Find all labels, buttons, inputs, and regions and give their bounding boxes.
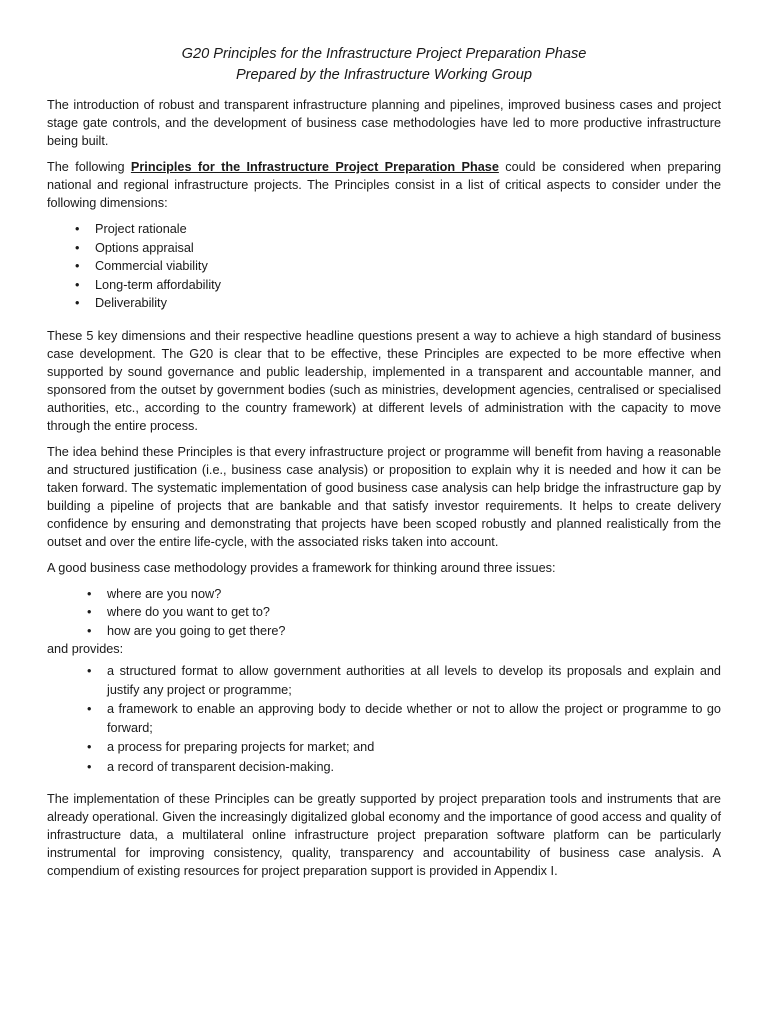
list-item-text: Deliverability bbox=[95, 296, 167, 310]
principles-paragraph bbox=[47, 158, 721, 212]
bullet-icon: • bbox=[87, 664, 92, 678]
list-item-text: Project rationale bbox=[95, 222, 187, 236]
list-item bbox=[87, 585, 721, 604]
provides-list bbox=[87, 662, 721, 776]
list-item bbox=[75, 294, 721, 313]
bullet-icon: • bbox=[75, 240, 80, 255]
list-item bbox=[75, 220, 721, 239]
bullet-icon: • bbox=[87, 623, 92, 638]
list-item-text: a process for preparing projects for market; and bbox=[107, 740, 375, 754]
bullet-icon: • bbox=[87, 605, 92, 619]
and-provides-text: and provides: bbox=[47, 642, 124, 656]
bullet-icon: • bbox=[75, 277, 80, 292]
list-item bbox=[87, 700, 721, 737]
list-item bbox=[87, 603, 721, 622]
list-item-text: how are you going to get there? bbox=[107, 623, 286, 638]
document-title bbox=[47, 44, 721, 86]
list-item bbox=[75, 239, 721, 258]
list-item bbox=[87, 738, 721, 757]
bullet-icon: • bbox=[75, 259, 80, 273]
list-item-text: Commercial viability bbox=[95, 259, 208, 273]
bullet-icon: • bbox=[87, 586, 92, 601]
principles-text-after: could be considered when preparing national and regional infrastructure projects. The Principles consist in a list of critical aspects to consider under the following dimensions: bbox=[47, 160, 722, 210]
dimensions-list bbox=[75, 220, 721, 313]
title-line-1: G20 Principles for the Infrastructure Project Preparation Phase bbox=[181, 46, 587, 62]
principles-text-before: The following bbox=[47, 160, 131, 174]
intro-paragraph: The introduction of robust and transparent infrastructure planning and pipelines, improved business cases and project stage gate controls, and the development of business case methodologies have led to more productive infrastructure being built. bbox=[47, 98, 721, 148]
list-item-text: Options appraisal bbox=[95, 240, 194, 255]
bullet-icon: • bbox=[87, 702, 92, 716]
list-item-text: where do you want to get to? bbox=[107, 605, 270, 619]
list-item bbox=[87, 622, 721, 641]
issues-list bbox=[87, 585, 721, 641]
list-item-text: a record of transparent decision-making. bbox=[107, 759, 335, 774]
dimensions-paragraph: These 5 key dimensions and their respective headline questions present a way to achieve a high standard of business case development. The G20 is clear that to be effective, these Principles are expected to be more effective when supported by sound governance and public leadership, implemented in a transparent and accountable manner, and sponsored from the outset by government bodies (such as ministries, development agencies, centralised or specialised authorities, etc., according to the country framework) at different levels of administration with the capacity to move through the entire process. bbox=[47, 328, 721, 433]
list-item-text: a structured format to allow government authorities at all levels to develop its proposals and explain and justify any project or programme; bbox=[107, 664, 721, 697]
bullet-icon: • bbox=[75, 222, 80, 236]
list-item bbox=[75, 257, 721, 276]
bullet-icon: • bbox=[87, 740, 92, 754]
list-item-text: where are you now? bbox=[107, 586, 222, 601]
bullet-icon: • bbox=[87, 759, 92, 774]
implementation-paragraph: The implementation of these Principles can be greatly supported by project preparation tools and instruments that are already operational. Given the increasingly digitalized global economy and the importance of good access and quality of infrastructure data, a multilateral online infrastructure project preparation software platform can be particularly instrumental for improving consistency, quality, transparency and accountability of business case analysis. A compendium of existing resources for project preparation support is provided in Appendix I. bbox=[47, 792, 721, 878]
idea-paragraph: The idea behind these Principles is that every infrastructure project or programme will benefit from having a reasonable and structured justification (i.e., business case analysis) or proposition to explain why it is needed and how it can be taken forward. The systematic implementation of good business case analysis can help bridge the infrastructure gap by building a pipeline of projects that are bankable and that satisfy investor requirements. It helps to create delivery confidence by ensuring and demonstrating that projects have been scoped robustly and planned realistically from the outset and over the entire life-cycle, with the associated risks taken into account. bbox=[47, 444, 721, 549]
list-item bbox=[87, 662, 721, 699]
bullet-icon: • bbox=[75, 296, 80, 310]
title-line-2: Prepared by the Infrastructure Working Group bbox=[235, 67, 533, 83]
list-item bbox=[87, 758, 721, 777]
list-item bbox=[75, 276, 721, 295]
list-item-text: Long-term affordability bbox=[95, 277, 222, 292]
methodology-paragraph: A good business case methodology provides a framework for thinking around three issues: bbox=[47, 560, 556, 575]
list-item-text: a framework to enable an approving body to decide whether or not to allow the project or programme to go forward; bbox=[107, 702, 721, 735]
principles-link[interactable]: Principles for the Infrastructure Project Preparation Phase bbox=[130, 160, 499, 174]
